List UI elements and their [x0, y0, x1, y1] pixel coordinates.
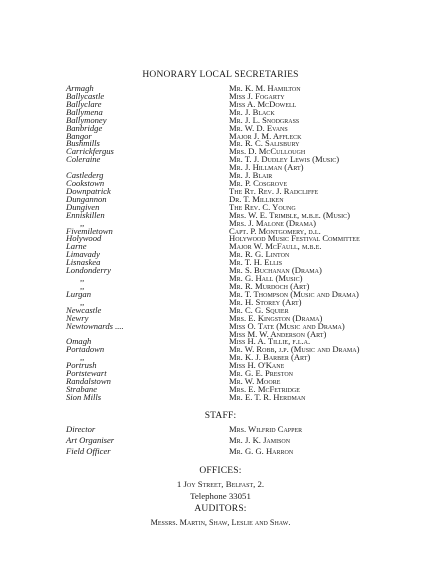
- secretary-name: Mr. R. G. Linton: [229, 249, 290, 260]
- secretary-name: Miss J. Fogarty: [229, 90, 285, 101]
- secretary-name: Holywood Music Festival Committee: [229, 233, 360, 244]
- secretary-name: Mrs. E. Kingston (Drama): [229, 312, 323, 323]
- secretary-name: Mr. R. Murdoch (Art): [229, 281, 310, 291]
- secretary-place: ,,: [80, 352, 85, 363]
- secretary-name: Mr. J. Black: [229, 106, 275, 117]
- secretary-place: Lurgan: [66, 288, 91, 299]
- secretary-name: Mrs. D. McCullough: [229, 146, 306, 157]
- secretary-name: The Rev. C. Young: [229, 201, 296, 212]
- secretary-place: Armagh: [66, 83, 94, 93]
- secretary-place: Randalstown: [66, 376, 111, 387]
- secretary-place: Ballycastle: [66, 90, 105, 101]
- secretary-place: ,,: [80, 273, 85, 284]
- secretary-name: Miss A. McDowell: [229, 98, 297, 109]
- secretary-place: Dungiven: [66, 201, 100, 212]
- secretary-place: Newcastle: [66, 304, 102, 315]
- secretary-name: Miss H. A. Tillie, f.l.a.: [229, 336, 311, 347]
- secretary-place: Dungannon: [66, 193, 107, 204]
- secretary-name: Miss H. O'Kane: [229, 360, 285, 371]
- secretary-place: ,,: [80, 217, 85, 228]
- secretary-name: Mr. P. Cosgrove: [229, 178, 288, 189]
- secretary-name: Miss M. W. Anderson (Art): [229, 328, 327, 339]
- secretary-place: Castlederg: [66, 170, 104, 181]
- secretary-place: Newtownards ....: [66, 320, 124, 331]
- staff-name: Mrs. Wilfrid Capper: [229, 424, 303, 434]
- secretary-name: Mr. W. Moore: [229, 376, 281, 387]
- staff-heading: STAFF:: [204, 411, 237, 421]
- secretary-name: Mr. J. Hillman (Art): [229, 162, 304, 173]
- secretary-place: Portstewart: [66, 368, 107, 379]
- secretary-place: Carrickfergus: [66, 146, 114, 157]
- secretary-place: Ballymena: [66, 106, 103, 117]
- secretary-row: [0, 393, 441, 405]
- secretary-place: Holywood: [66, 233, 102, 244]
- secretary-place: Strabane: [66, 383, 98, 394]
- secretary-name: Mr. G. Hall (Music): [229, 273, 303, 284]
- auditors-line: Messrs. Martin, Shaw, Leslie and Shaw.: [150, 518, 291, 527]
- secretary-place: Lisnaskea: [66, 257, 101, 268]
- staff-name: Mr. J. K. Jamison: [229, 435, 291, 446]
- secretary-place: Omagh: [66, 336, 92, 347]
- secretary-name: Mr. J. L. Snodgrass: [229, 114, 300, 125]
- secretary-name: Mr. T. H. Ellis: [229, 257, 283, 268]
- auditors-heading: AUDITORS:: [194, 504, 247, 514]
- secretary-place: Londonderry: [66, 265, 111, 276]
- secretary-place: Newry: [66, 312, 89, 323]
- secretary-place: Enniskillen: [66, 209, 105, 220]
- secretary-place: Banbridge: [66, 122, 103, 133]
- secretary-place: Ballyclare: [66, 98, 102, 109]
- staff-role: Director: [66, 424, 96, 434]
- secretary-name: Mrs. E. McFetridge: [229, 383, 300, 394]
- secretary-place: Coleraine: [66, 154, 101, 165]
- secretary-name: Miss O. Tate (Music and Drama): [229, 320, 345, 331]
- secretary-name: Mr. K. J. Barber (Art): [229, 352, 311, 363]
- secretary-place: Ballymoney: [66, 114, 107, 125]
- secretary-name: Mr. W. D. Evans: [229, 122, 288, 133]
- secretary-place: Larne: [66, 241, 87, 252]
- secretary-place: Portadown: [66, 344, 105, 355]
- secretary-name: Mr. E. T. R. Herdman: [229, 391, 306, 402]
- secretary-name: Mr. K. M. Hamilton: [229, 83, 301, 93]
- staff-row: [0, 447, 441, 459]
- secretary-name: Capt. P. Montgomery, d.l.: [229, 225, 321, 236]
- offices-phone: Telephone 33051: [190, 491, 251, 501]
- secretary-name: Mr. T. J. Dudley Lewis (Music): [229, 154, 340, 165]
- secretary-name: Mr. W. Robb, j.p. (Music and Drama): [229, 344, 360, 355]
- secretary-name: Mr. H. Storey (Art): [229, 296, 302, 307]
- offices-address: 1 Joy Street, Belfast, 2.: [176, 479, 265, 489]
- secretary-name: Mr. R. C. Salisbury: [229, 138, 300, 149]
- secretary-name: Mrs. W. E. Trimble, m.b.e. (Music): [229, 209, 350, 220]
- secretary-name: Mrs. J. Malone (Drama): [229, 217, 316, 228]
- secretary-name: Mr. T. Thompson (Music and Drama): [229, 288, 359, 299]
- secretary-place: Bangor: [66, 130, 92, 141]
- staff-role: Art Organiser: [66, 435, 115, 446]
- secretary-name: The Rt. Rev. J. Radcliffe: [229, 185, 319, 196]
- secretary-name: Mr. J. Blair: [229, 170, 273, 181]
- secretary-name: Mr. C. G. Squier: [229, 304, 289, 315]
- staff-name: Mr. G. G. Harron: [229, 446, 294, 457]
- secretary-place: Fivemiletown: [66, 225, 113, 236]
- secretary-place: Portrush: [66, 360, 97, 371]
- secretary-place: ,,: [80, 281, 85, 291]
- secretary-name: Dr. T. Milliken: [229, 193, 284, 204]
- page-title: HONORARY LOCAL SECRETARIES: [142, 70, 299, 80]
- secretary-name: Mr. G. E. Preston: [229, 368, 293, 379]
- secretary-place: Downpatrick: [66, 185, 111, 196]
- secretary-place: ,,: [80, 296, 85, 307]
- staff-role: Field Officer: [66, 446, 111, 457]
- secretary-place: Sion Mills: [66, 391, 102, 402]
- secretary-name: Major J. M. Affleck: [229, 130, 302, 141]
- offices-heading: OFFICES:: [199, 466, 242, 476]
- secretary-place: Cookstown: [66, 178, 105, 189]
- secretary-place: Bushmills: [66, 138, 100, 149]
- secretary-name: Mr. S. Buchanan (Drama): [229, 265, 322, 276]
- secretary-name: Major W. McFaull, m.b.e.: [229, 241, 322, 252]
- secretary-place: Limavady: [66, 249, 100, 260]
